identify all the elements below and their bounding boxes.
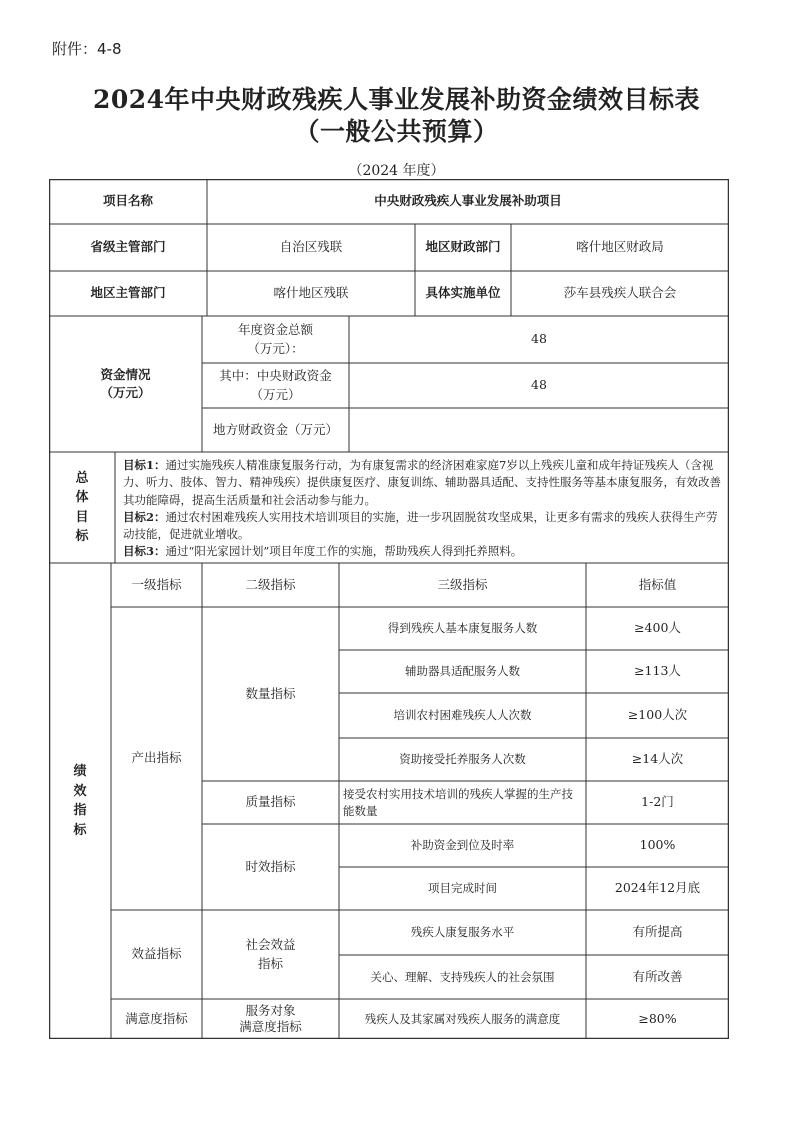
goal-item (123, 543, 725, 560)
quantity-label: 数量指标 (245, 685, 296, 701)
indicator-cell: 资助接受托养服务人次数 (399, 752, 526, 767)
fiscal-year: （2024 年度） (348, 163, 445, 179)
funds-label-line2: （万元） (100, 385, 151, 400)
indicator-value: 2024年12月底 (614, 880, 701, 896)
goals-label-char: 目 (75, 509, 89, 525)
goal-item (123, 509, 725, 544)
goal-tag: 目标3： (123, 544, 166, 559)
service-satisfaction-label-line1: 服务对象 (245, 1002, 296, 1018)
goal-tag: 目标1： (123, 458, 166, 472)
goals-text (119, 455, 729, 563)
attachment-label: 附件：4-8 (52, 40, 122, 58)
indicator-cell: 培训农村困难残疾人人次数 (393, 708, 532, 723)
prefecture-dept-label: 地区主管部门 (90, 285, 166, 301)
goal-tag: 目标2： (123, 509, 166, 524)
indicator-cell: 接受农村实用技术培训的残疾人掌握的生产技能数量 (343, 787, 573, 818)
indicator-value: ≥100人次 (627, 707, 688, 723)
total-funds-label-line2: （万元）： (247, 340, 304, 356)
indicator-cell: 补助资金到位及时率 (410, 838, 515, 853)
total-funds-value: 48 (531, 331, 547, 347)
indicator-cell: 得到残疾人基本康复服务人数 (387, 621, 538, 636)
funds-label (49, 316, 202, 452)
indicator-cell: 关心、理解、支持残疾人的社会氛围 (370, 969, 555, 984)
goal-body: 通过“阳光家园计划”项目年度工作的实施，帮助残疾人得到托养照料。 (165, 544, 523, 559)
timeliness-label: 时效指标 (245, 858, 296, 874)
indicator-cell: 辅助器具适配服务人数 (405, 664, 520, 679)
page-title: 2024年中央财政残疾人事业发展补助资金绩效目标表 (92, 85, 701, 114)
social-benefit-label (202, 910, 339, 999)
indicator-value: 1-2门 (641, 794, 674, 810)
indicator-value: ≥14人次 (631, 751, 684, 767)
central-funds-label-line2: （万元） (250, 386, 301, 402)
goals-label-char: 体 (75, 490, 89, 505)
project-name-value: 中央财政残疾人事业发展补助项目 (374, 193, 562, 209)
indicator-value: ≥400人 (634, 620, 681, 636)
project-name-label: 项目名称 (102, 193, 153, 209)
local-funds-label: 地方财政资金（万元） (212, 421, 338, 437)
indicator-value: 有所提高 (632, 924, 683, 940)
performance-table (49, 179, 729, 1039)
goals-label-char: 总 (75, 470, 89, 486)
indicator-cell: 残疾人康复服务水平 (410, 925, 515, 940)
service-satisfaction-label (202, 999, 339, 1039)
page-subtitle: （一般公共预算） (294, 117, 499, 146)
indicator-value: ≥113人 (634, 663, 681, 679)
indicator-cell: 残疾人及其家属对残疾人服务的满意度 (364, 1011, 561, 1026)
indicator-value: 100% (639, 837, 676, 853)
service-satisfaction-label-line2: 满意度指标 (239, 1019, 302, 1034)
goals-label-char: 标 (75, 529, 89, 544)
header-value: 指标值 (638, 576, 677, 592)
total-funds-label (202, 316, 349, 363)
header-level2: 二级指标 (245, 576, 296, 592)
performance-label-char: 标 (73, 822, 87, 838)
benefit-label: 效益指标 (131, 946, 182, 962)
header-level3: 三级指标 (437, 576, 488, 592)
header-level1: 一级指标 (131, 576, 182, 592)
central-funds-label (202, 363, 349, 408)
implementer-label: 具体实施单位 (425, 285, 501, 301)
performance-label-char: 绩 (73, 764, 87, 779)
performance-label (49, 563, 111, 1039)
prefecture-dept-value: 喀什地区残联 (273, 285, 349, 301)
local-funds-value (349, 408, 729, 452)
provincial-dept-value: 自治区残联 (279, 239, 343, 255)
quality-label: 质量指标 (245, 794, 296, 810)
goal-body: 通过农村困难残疾人实用技术培训项目的实施，进一步巩固脱贫攻坚成果，让更多有需求的残疾人获得生产劳动技能，促进就业增收。 (123, 509, 718, 541)
social-benefit-label-line2: 指标 (257, 955, 283, 971)
performance-label-char: 效 (73, 783, 87, 799)
central-funds-label-line1: 其中：中央财政资金 (219, 368, 332, 384)
indicator-value: ≥80% (638, 1010, 677, 1026)
output-label: 产出指标 (131, 750, 182, 766)
provincial-dept-label: 省级主管部门 (90, 239, 166, 255)
indicator-value: 有所改善 (632, 968, 683, 984)
satisfaction-label: 满意度指标 (125, 1010, 188, 1026)
central-funds-value: 48 (531, 377, 547, 393)
goals-label (49, 452, 115, 563)
prefecture-finance-value: 喀什地区财政局 (576, 239, 664, 255)
indicator-cell: 项目完成时间 (428, 881, 497, 896)
funds-label-line1: 资金情况 (100, 366, 151, 382)
goal-item (123, 457, 725, 509)
goal-body: 通过实施残疾人精准康复服务行动，为有康复需求的经济困难家庭7岁以上残疾儿童和成年持证残疾人（含视力、听力、肢体、智力、精神残疾）提供康复医疗、康复训练、辅助器具适配、支持性服务等基本康复服务，有效改善其功能障碍，提高生活质量和社会活动参与能力。 (123, 458, 721, 507)
social-benefit-label-line1: 社会效益 (245, 937, 296, 953)
implementer-value: 莎车县残疾人联合会 (563, 285, 677, 301)
total-funds-label-line1: 年度资金总额 (237, 322, 313, 338)
performance-label-char: 指 (73, 803, 87, 818)
prefecture-finance-label: 地区财政部门 (425, 239, 501, 255)
